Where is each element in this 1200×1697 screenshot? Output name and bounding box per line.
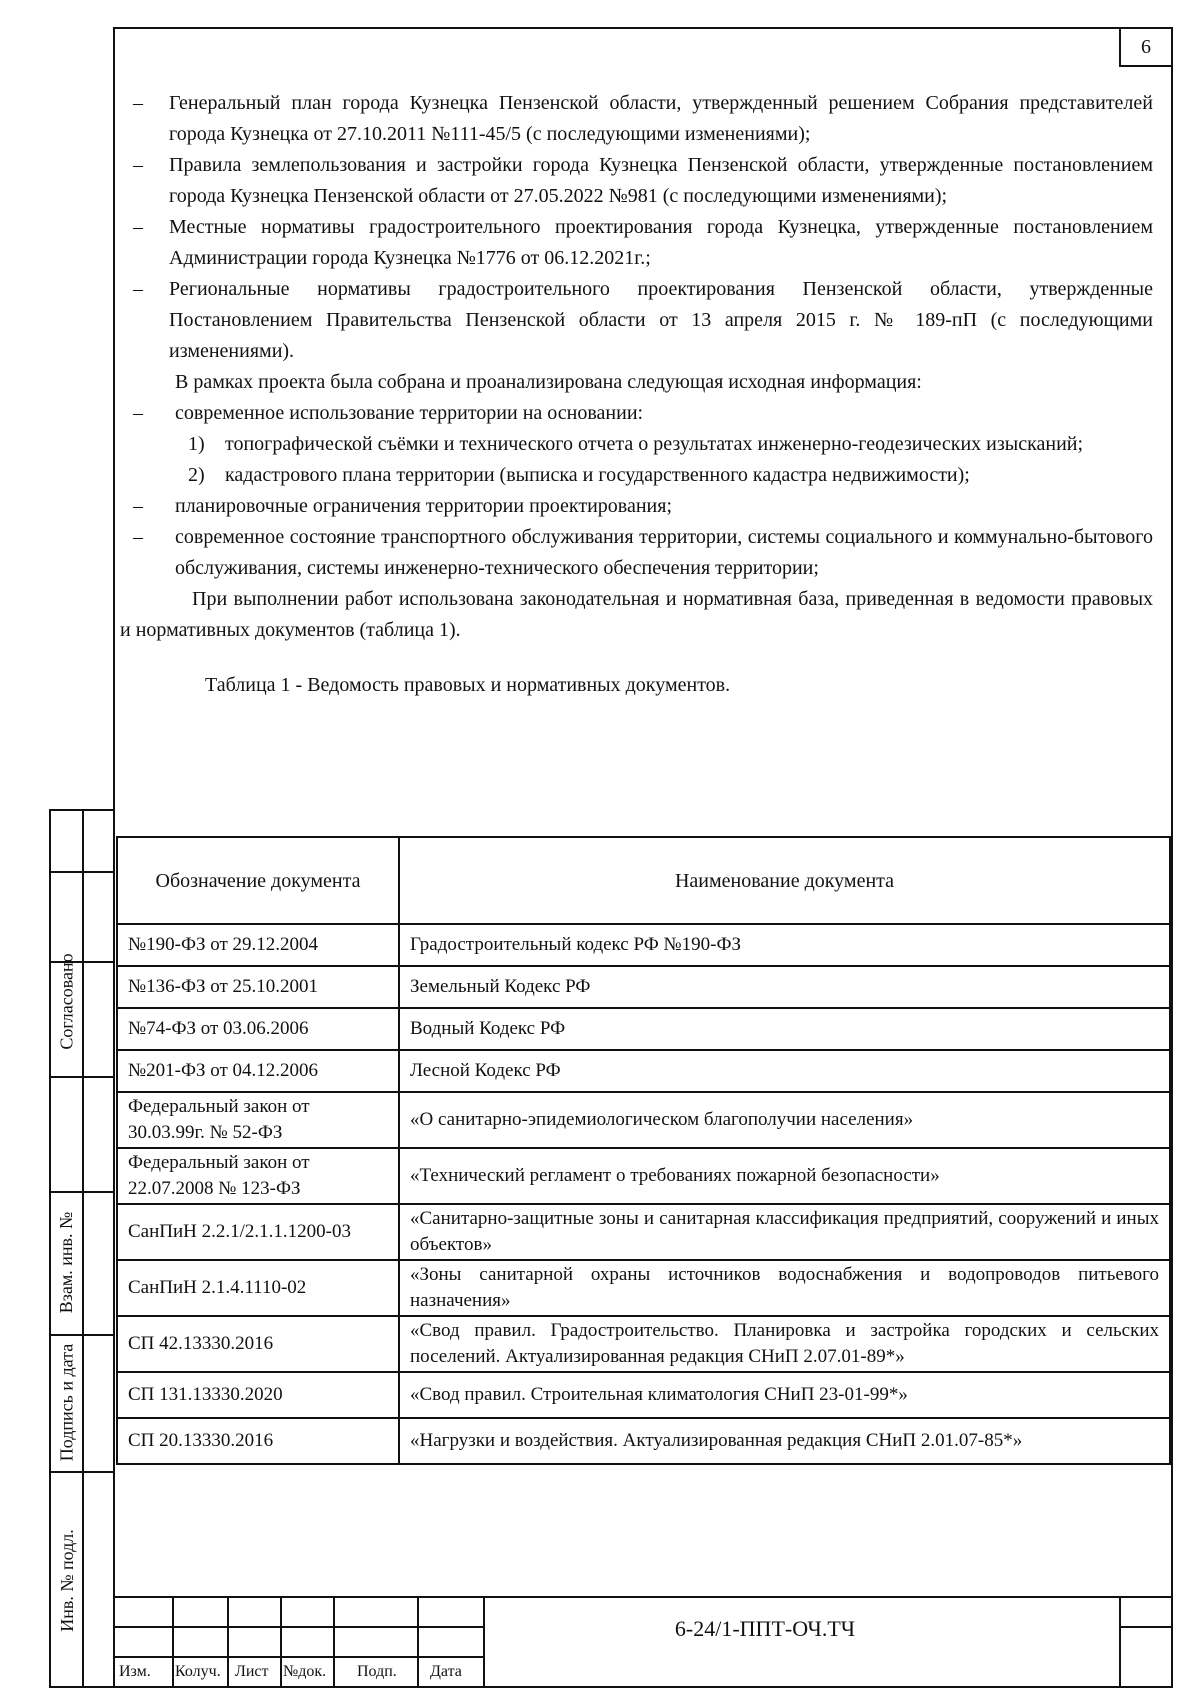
page-number: 6 [1119,29,1171,67]
numbered-item: 2) кадастрового плана территории (выписка и государственного кадастра недвижимости); [188,464,970,486]
list-item: – Местные нормативы градостроительного проектирования города Кузнецка, утвержденные постановлением Администрации города Кузнецка №1776 от 06.12.2021г.; [133,216,1153,269]
cell-designation: СанПиН 2.1.4.1110-02 [117,1260,399,1316]
table-row [117,1316,1170,1372]
stamp-agreed: Согласовано [56,952,77,1050]
cell-name: «Свод правил. Градостроительство. Планировка и застройка городских и сельских поселений. Актуализированная редакция СНиП 2.07.01-89*» [399,1316,1170,1372]
cell-name: Водный Кодекс РФ [399,1008,1170,1050]
label-ndok: №док. [283,1663,327,1680]
document-body [120,88,1153,701]
cell-designation: №190-ФЗ от 29.12.2004 [117,924,399,966]
table-row [117,966,1170,1008]
cell-designation: СанПиН 2.2.1/2.1.1.1200-03 [117,1204,399,1260]
list-item: – Региональные нормативы градостроительного проектирования Пензенской области, утвержденные Постановлением Правительства Пензенской области от 13 апреля 2015 г. № 189-пП (с последующими изменениями). [133,278,1153,362]
cell-designation: Федеральный закон от 30.03.99г. № 52-ФЗ [117,1092,399,1148]
stamp-vzam: Взам. инв. № [56,1211,77,1314]
cell-designation: №74-ФЗ от 03.06.2006 [117,1008,399,1050]
label-koluch: Колуч. [175,1663,221,1680]
cell-designation: Федеральный закон от 22.07.2008 № 123-ФЗ [117,1148,399,1204]
margin-stamp [49,809,113,1688]
table-header-row [117,837,1170,924]
stamp-inv: Инв. № подл. [56,1529,77,1632]
table-row [117,1148,1170,1204]
cell-name: «Зоны санитарной охраны источников водоснабжения и водопроводов питьевого назначения» [399,1260,1170,1316]
table-row [117,1008,1170,1050]
documents-table [116,836,1171,1465]
label-podp: Подп. [357,1663,397,1680]
header-designation: Обозначение документа [117,837,399,924]
cell-designation: №201-ФЗ от 04.12.2006 [117,1050,399,1092]
cell-name: «Нагрузки и воздействия. Актуализированная редакция СНиП 2.01.07-85*» [399,1418,1170,1464]
cell-designation: СП 131.13330.2020 [117,1372,399,1418]
stamp-podpis: Подпись и дата [56,1343,77,1462]
table-caption: Таблица 1 - Ведомость правовых и нормативных документов. [205,674,731,696]
list-item: – планировочные ограничения территории проектирования; [133,495,673,517]
cell-designation: СП 42.13330.2016 [117,1316,399,1372]
table-row [117,1050,1170,1092]
label-izm: Изм. [119,1663,151,1680]
cell-name: «Свод правил. Строительная климатология СНиП 23-01-99*» [399,1372,1170,1418]
document-code: 6-24/1-ППТ-ОЧ.ТЧ [674,1616,856,1641]
numbered-item: 1) топографической съёмки и технического отчета о результатах инженерно-геодезических изысканий; [188,433,1084,455]
label-data: Дата [430,1663,462,1680]
table-row [117,1092,1170,1148]
cell-name: Лесной Кодекс РФ [399,1050,1170,1092]
table-row [117,1418,1170,1464]
cell-name: «Технический регламент о требованиях пожарной безопасности» [399,1148,1170,1204]
cell-designation: №136-ФЗ от 25.10.2001 [117,966,399,1008]
list-item: – современное состояние транспортного обслуживания территории, системы социального и коммунально-бытового обслуживания, системы инженерно-технического обеспечения территории; [133,526,1153,579]
table-row [117,1204,1170,1260]
cell-name: «О санитарно-эпидемиологическом благополучии населения» [399,1092,1170,1148]
header-name: Наименование документа [399,837,1170,924]
list-item: – Правила землепользования и застройки города Кузнецка Пензенской области, утвержденные постановлением города Кузнецка Пензенской области от 27.05.2022 №981 (с последующими изменениями); [133,154,1153,207]
table-row [117,924,1170,966]
cell-name: «Санитарно-защитные зоны и санитарная классификация предприятий, сооружений и иных объектов» [399,1204,1170,1260]
cell-designation: СП 20.13330.2016 [117,1418,399,1464]
cell-name: Земельный Кодекс РФ [399,966,1170,1008]
title-block [115,1596,1171,1686]
list-item: – Генеральный план города Кузнецка Пензенской области, утвержденный решением Собрания представителей города Кузнецка от 27.10.2011 №111-45/5 (с последующими изменениями); [133,92,1153,145]
table-row [117,1260,1170,1316]
intro-paragraph: В рамках проекта была собрана и проанализирована следующая исходная информация: [175,371,922,393]
label-list: Лист [235,1663,269,1680]
list-item: – современное использование территории на основании: [133,402,644,424]
table-row [117,1372,1170,1418]
closing-paragraph: При выполнении работ использована законодательная и нормативная база, приведенная в ведомости правовых и нормативных документов (таблица 1). [120,588,1153,641]
cell-name: Градостроительный кодекс РФ №190-ФЗ [399,924,1170,966]
